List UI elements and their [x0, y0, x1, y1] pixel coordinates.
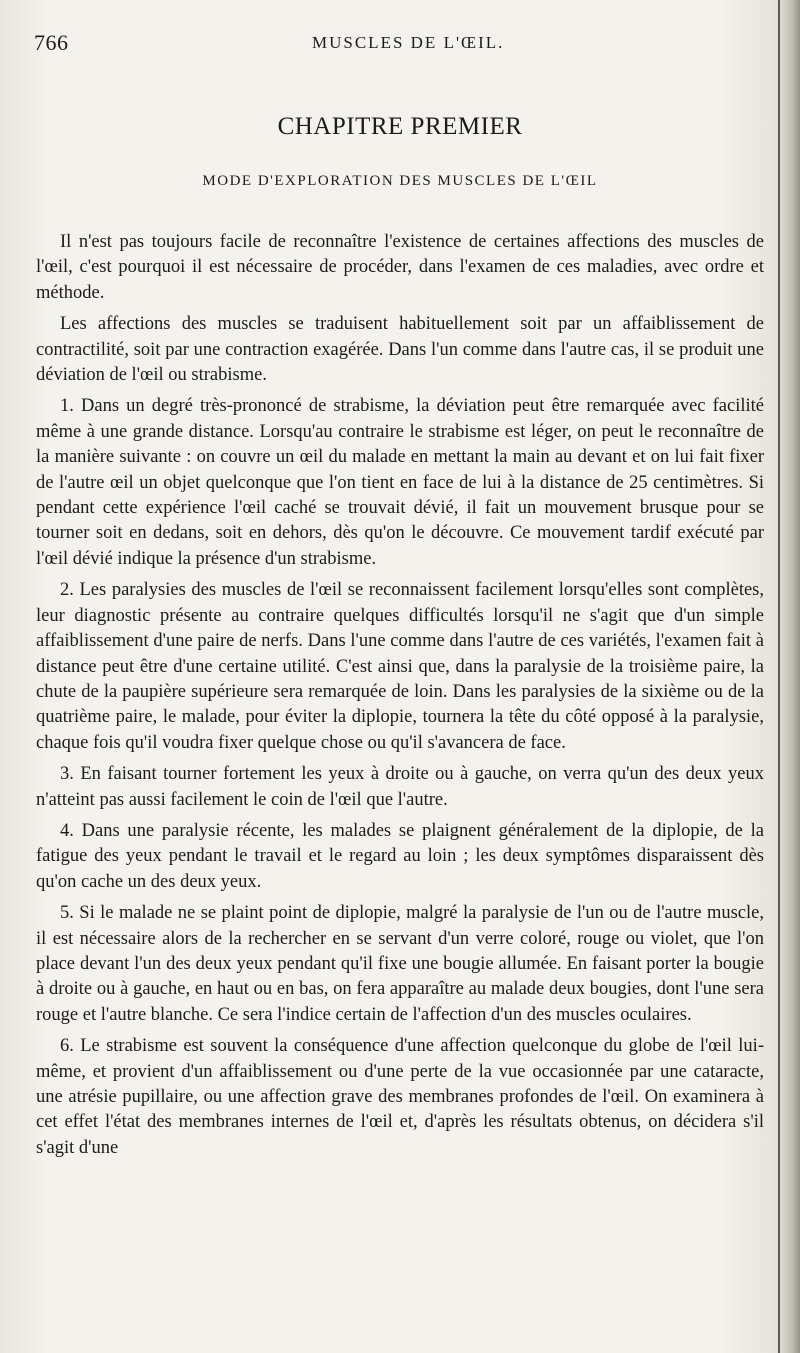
paragraph-affections: Les affections des muscles se traduisent habituellement soit par un affaiblissement de contractilité, soit par une contraction exagérée. Dans l'un comme dans l'autre cas, il se produit une déviation de l'œil ou strabisme. — [36, 314, 764, 386]
paragraph-4: 4. Dans une paralysie récente, les malades se plaignent généralement de la diplopie, de la fatigue des yeux pendant le travail et le regard au loin ; les deux symptômes disparaissent dès qu'on cache un des deux yeux. — [36, 820, 764, 892]
page-edge-shadow — [778, 0, 800, 1353]
chapter-subtitle: MODE D'EXPLORATION DES MUSCLES DE L'ŒIL — [202, 173, 598, 189]
paragraph-5: 5. Si le malade ne se plaint point de diplopie, malgré la paralysie de l'un ou de l'autre muscle, il est nécessaire alors de la rechercher en se servant d'un verre coloré, rouge ou violet, que l'on place devant l'un des deux yeux pendant qu'il fixe une bougie allumée. En faisant porter la bougie à droite ou à gauche, en haut ou en bas, on fera apparaître au malade deux bougies, dont l'une sera rouge et l'autre blanche. Ce sera l'indice certain de l'affection d'un des muscles oculaires. — [36, 903, 764, 1025]
paragraph-6: 6. Le strabisme est souvent la conséquence d'une affection quelconque du globe de l'œil lui-même, et provient d'un affaiblissement ou d'une perte de la vue occasionnée par une cataracte, une atrésie pupillaire, ou une affection grave des membranes profondes de l'œil. On examinera à cet effet l'état des membranes internes de l'œil et, d'après les résultats obtenus, on décidera s'il s'agit d'une — [36, 1036, 764, 1158]
body-text — [36, 230, 764, 1161]
paragraph-3: 3. En faisant tourner fortement les yeux à droite ou à gauche, on verra qu'un des deux yeux n'atteint pas aussi facilement le coin de l'œil que l'autre. — [36, 764, 764, 810]
running-head — [34, 30, 754, 60]
page-edge-line — [778, 0, 780, 1353]
paragraph-2: 2. Les paralysies des muscles de l'œil se reconnaissent facilement lorsqu'elles sont complètes, leur diagnostic présente au contraire quelques difficultés lorsqu'il ne s'agit que d'un simple affaiblissement d'une paire de nerfs. Dans l'une comme dans l'autre de ces variétés, l'examen fait à distance peut être d'une certaine utilité. C'est ainsi que, dans la paralysie de la troisième paire, la chute de la paupière supérieure sera remarquée de loin. Dans les paralysies de la sixième ou de la quatrième paire, le malade, pour éviter la diplopie, tournera la tête du côté opposé à la paralysie, chaque fois qu'il voudra fixer quelque chose ou qu'il s'avancera de face. — [36, 580, 764, 753]
page-number: 766 — [34, 30, 69, 55]
paragraph-1: 1. Dans un degré très-prononcé de strabisme, la déviation peut être remarquée avec facilité même à une grande distance. Lorsqu'au contraire le strabisme est léger, on peut le reconnaître de la manière suivante : on couvre un œil du malade en mettant la main au devant et on lui fait fixer de l'autre œil un objet quelconque que l'on tient en face de lui à la distance de 25 centimètres. Si pendant cette expérience l'œil caché se trouvait dévié, il fait un mouvement brusque pour se tourner soit en dedans, soit en dehors, dès qu'on le découvre. Ce mouvement tardif exécuté par l'œil dévié indique la présence d'un strabisme. — [36, 396, 764, 569]
chapter-title: CHAPITRE PREMIER — [277, 113, 523, 140]
running-head-title: MUSCLES DE L'ŒIL. — [312, 33, 505, 52]
paragraph-intro: Il n'est pas toujours facile de reconnaître l'existence de certaines affections des muscles de l'œil, c'est pourquoi il est nécessaire de procéder, dans l'examen de ces maladies, avec ordre et méthode. — [36, 232, 764, 303]
